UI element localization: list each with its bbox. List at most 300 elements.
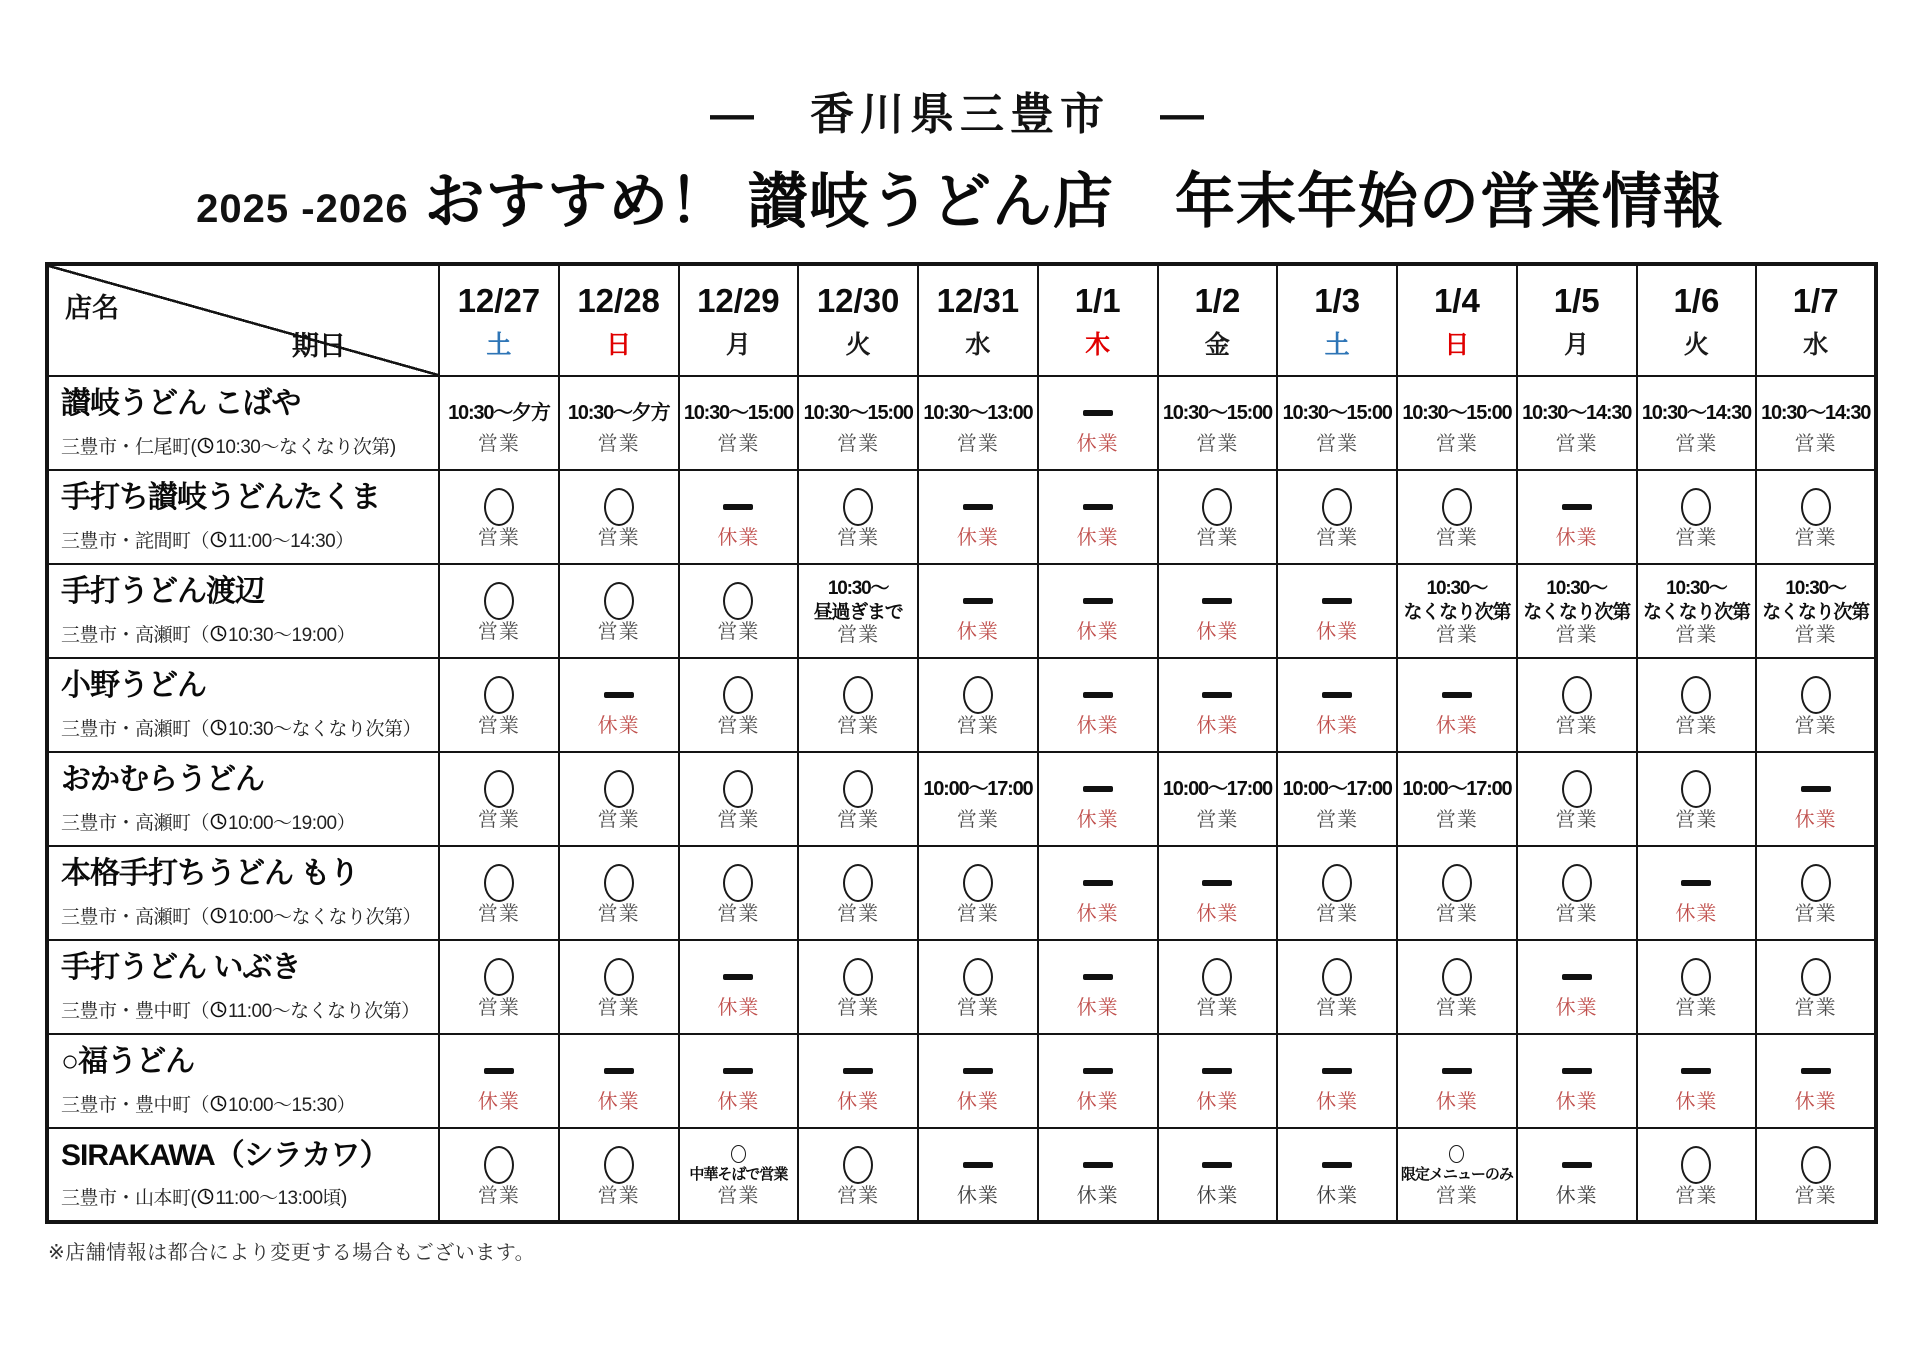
shop-location (61, 808, 430, 835)
table-row (47, 846, 1876, 940)
corner-cell (47, 264, 439, 376)
status-label: 営業 (597, 997, 640, 1019)
main-title: おすすめ！ 讃岐うどん店 年末年始の営業情報 (424, 168, 1724, 235)
open-circle-mark (963, 958, 993, 996)
schedule-cell (1397, 470, 1517, 564)
closed-dash-mark (1562, 504, 1592, 510)
open-circle-small-mark (1449, 1145, 1464, 1163)
status-label: 休業 (597, 715, 640, 737)
schedule-cell (1277, 470, 1397, 564)
status-label: 休業 (1316, 1091, 1359, 1113)
schedule-cell (1637, 940, 1757, 1034)
hours-text: 10:00〜17:00 (923, 777, 1033, 800)
shop-name-cell (47, 470, 439, 564)
column-header (798, 264, 918, 376)
schedule-cell (1397, 752, 1517, 846)
column-dow: 日 (606, 331, 632, 360)
status-label: 営業 (956, 903, 999, 925)
column-header (559, 264, 679, 376)
status-label: 営業 (1435, 1184, 1478, 1207)
shop-name: おかむらうどん (61, 763, 264, 797)
schedule-cell (1158, 470, 1278, 564)
schedule-cell (1756, 1128, 1876, 1222)
open-circle-mark (1442, 958, 1472, 996)
schedule-cell (798, 470, 918, 564)
status-label: 営業 (1675, 997, 1718, 1019)
cell-note: 中華そばで営業 (689, 1166, 788, 1184)
schedule-cell (1637, 470, 1757, 564)
shop-name-cell (47, 1128, 439, 1222)
hours-text: 10:30〜15:00 (1162, 401, 1272, 424)
shop-location-area: 三豊市・高瀬町（ (61, 718, 210, 740)
schedule-cell (1517, 752, 1637, 846)
hours-line-1: 10:30〜 (1666, 578, 1727, 600)
table-row (47, 564, 1876, 658)
column-header (679, 264, 799, 376)
status-label: 営業 (717, 1184, 760, 1207)
closed-dash-mark (1083, 1162, 1113, 1168)
status-label: 営業 (477, 809, 520, 831)
shop-name-cell (47, 564, 439, 658)
schedule-cell (439, 1128, 559, 1222)
cell-note: 限定メニューのみ (1400, 1166, 1513, 1184)
schedule-cell (439, 376, 559, 470)
shop-name: 手打うどん いぶき (61, 951, 301, 985)
column-date: 12/31 (936, 281, 1020, 319)
status-label: 営業 (1794, 997, 1837, 1019)
schedule-cell (679, 1034, 799, 1128)
closed-dash-mark (1202, 598, 1232, 604)
schedule-cell (1038, 846, 1158, 940)
schedule-cell (1158, 752, 1278, 846)
status-label: 休業 (1076, 809, 1119, 831)
schedule-cell (1277, 1128, 1397, 1222)
schedule-cell (918, 470, 1038, 564)
column-date: 1/6 (1673, 281, 1720, 319)
open-circle-mark (1442, 864, 1472, 902)
schedule-table (45, 262, 1878, 1224)
schedule-cell (1756, 846, 1876, 940)
status-label: 営業 (956, 433, 999, 455)
status-label: 営業 (717, 715, 760, 737)
hours-text (1523, 577, 1630, 625)
hours-text: 10:30〜15:00 (1402, 401, 1512, 424)
table-row (47, 752, 1876, 846)
column-date: 12/28 (577, 281, 660, 319)
status-label: 休業 (717, 527, 760, 549)
open-circle-mark (604, 958, 634, 996)
status-label: 休業 (1794, 1091, 1837, 1113)
schedule-cell (1517, 846, 1637, 940)
column-dow: 日 (1444, 331, 1470, 360)
status-label: 営業 (1555, 809, 1598, 831)
shop-name-cell (47, 752, 439, 846)
shop-name-cell (47, 940, 439, 1034)
open-circle-mark (963, 676, 993, 714)
open-circle-mark (484, 864, 514, 902)
column-header (439, 264, 559, 376)
status-label: 休業 (1555, 997, 1598, 1019)
hours-line-2: 昼過ぎまで (813, 602, 903, 623)
open-circle-mark (1801, 1146, 1831, 1184)
column-header (1397, 264, 1517, 376)
schedule-cell (1756, 564, 1876, 658)
schedule-cell (1397, 1128, 1517, 1222)
status-label: 営業 (837, 527, 880, 549)
open-circle-mark (843, 958, 873, 996)
status-label: 休業 (956, 621, 999, 643)
hours-line-2: なくなり次第 (1642, 602, 1750, 623)
hours-text (814, 577, 903, 625)
clock-icon (197, 437, 214, 454)
shop-location-hours: 10:00〜19:00） (228, 812, 356, 834)
hours-line-1: 10:30〜 (1426, 578, 1488, 600)
column-dow: 火 (845, 331, 871, 360)
open-circle-mark (1442, 488, 1472, 526)
schedule-cell (1637, 846, 1757, 940)
schedule-cell (1158, 1128, 1278, 1222)
status-label: 営業 (837, 1184, 880, 1207)
open-circle-mark (723, 770, 753, 808)
closed-dash-mark (1083, 504, 1113, 510)
status-label: 営業 (1555, 903, 1598, 925)
open-circle-mark (604, 488, 634, 526)
closed-dash-mark (1322, 1162, 1352, 1168)
schedule-cell (1756, 752, 1876, 846)
status-label: 営業 (477, 715, 520, 737)
schedule-cell (1038, 752, 1158, 846)
status-label: 営業 (1316, 433, 1359, 455)
open-circle-mark (843, 488, 873, 526)
open-circle-mark (1681, 958, 1711, 996)
column-date: 1/5 (1553, 281, 1600, 319)
open-circle-mark (843, 676, 873, 714)
status-label: 休業 (1435, 1091, 1478, 1113)
column-header (918, 264, 1038, 376)
status-label: 営業 (1675, 809, 1718, 831)
status-label: 営業 (1316, 997, 1359, 1019)
clock-icon (210, 625, 227, 642)
status-label: 休業 (956, 1184, 999, 1207)
status-label: 休業 (1196, 1184, 1239, 1207)
open-circle-mark (604, 770, 634, 808)
closed-dash-mark (1322, 598, 1352, 604)
status-label: 営業 (597, 527, 640, 549)
open-circle-mark (484, 958, 514, 996)
hours-line-2: なくなり次第 (1762, 602, 1870, 623)
shop-location-area: 三豊市・豊中町（ (61, 1094, 210, 1116)
status-label: 営業 (477, 621, 520, 643)
schedule-cell (1517, 1034, 1637, 1128)
column-date: 1/2 (1194, 281, 1241, 319)
status-label: 営業 (597, 1184, 640, 1207)
hours-text: 10:30〜15:00 (1282, 401, 1392, 424)
schedule-cell (679, 658, 799, 752)
hours-line-1: 10:30〜 (1546, 578, 1607, 600)
closed-dash-mark (963, 598, 993, 604)
status-label: 休業 (1076, 1184, 1119, 1207)
region-title: ― 香川県三豊市 ― (710, 90, 1210, 139)
status-label: 営業 (1675, 433, 1718, 455)
shop-location-area: 三豊市・仁尾町( (61, 436, 197, 458)
clock-icon (210, 813, 227, 830)
status-label: 営業 (1555, 433, 1598, 455)
hours-text: 10:30〜14:30 (1641, 401, 1751, 424)
closed-dash-mark (843, 1068, 873, 1074)
shop-location (61, 902, 430, 929)
column-date: 12/30 (816, 281, 900, 319)
status-label: 営業 (1675, 527, 1718, 549)
shop-location-hours: 10:30〜19:00） (228, 624, 356, 646)
schedule-cell (559, 1034, 679, 1128)
status-label: 営業 (1196, 527, 1239, 549)
closed-dash-mark (723, 1068, 753, 1074)
shop-name-cell (47, 1034, 439, 1128)
status-label: 休業 (1076, 527, 1119, 549)
open-circle-small-mark (731, 1145, 746, 1163)
status-label: 休業 (1794, 809, 1837, 831)
shop-location-hours: 10:30〜なくなり次第) (215, 436, 396, 458)
clock-icon (210, 531, 227, 548)
table-row (47, 376, 1876, 470)
shop-location-area: 三豊市・高瀬町（ (61, 812, 210, 834)
column-header (1756, 264, 1876, 376)
status-label: 営業 (1435, 433, 1478, 455)
status-label: 営業 (1675, 715, 1718, 737)
closed-dash-mark (1801, 1068, 1831, 1074)
hours-text: 10:30〜14:30 (1522, 401, 1632, 424)
column-header (1038, 264, 1158, 376)
schedule-cell (1637, 658, 1757, 752)
status-label: 休業 (1435, 715, 1478, 737)
shop-name: 小野うどん (61, 669, 206, 703)
status-label: 休業 (1076, 903, 1119, 925)
status-label: 営業 (1435, 903, 1478, 925)
schedule-cell (1038, 658, 1158, 752)
schedule-cell (1158, 1034, 1278, 1128)
status-label: 営業 (1316, 903, 1359, 925)
open-circle-mark (963, 864, 993, 902)
status-label: 休業 (597, 1091, 640, 1113)
open-circle-mark (843, 1146, 873, 1184)
closed-dash-mark (1801, 786, 1831, 792)
status-label: 営業 (1794, 527, 1837, 549)
closed-dash-mark (1442, 692, 1472, 698)
schedule-cell (1397, 658, 1517, 752)
closed-dash-mark (1442, 1068, 1472, 1074)
schedule-cell (1517, 1128, 1637, 1222)
closed-dash-mark (1681, 1068, 1711, 1074)
shop-location-area: 三豊市・詫間町（ (61, 530, 210, 552)
status-label: 休業 (1196, 1091, 1239, 1113)
column-dow: 月 (725, 331, 751, 360)
closed-dash-mark (1083, 410, 1113, 416)
table-row (47, 658, 1876, 752)
open-circle-mark (604, 1146, 634, 1184)
status-label: 営業 (837, 809, 880, 831)
schedule-cell (439, 752, 559, 846)
status-label: 休業 (1555, 1184, 1598, 1207)
closed-dash-mark (963, 1068, 993, 1074)
schedule-cell (679, 846, 799, 940)
status-label: 休業 (837, 1091, 880, 1113)
schedule-cell (1277, 564, 1397, 658)
hours-text: 10:00〜17:00 (1402, 777, 1512, 800)
status-label: 営業 (717, 809, 760, 831)
hours-line-1: 10:30〜 (1785, 578, 1846, 600)
hours-text: 10:30〜15:00 (803, 401, 913, 424)
schedule-cell (918, 376, 1038, 470)
schedule-cell (1038, 1128, 1158, 1222)
shop-name-cell (47, 846, 439, 940)
shop-location (61, 1183, 430, 1210)
closed-dash-mark (604, 692, 634, 698)
schedule-cell (679, 752, 799, 846)
status-label: 営業 (717, 433, 760, 455)
status-label: 営業 (1794, 1184, 1837, 1207)
shop-location (61, 526, 430, 553)
column-date: 1/1 (1074, 281, 1121, 319)
column-dow: 木 (1085, 331, 1111, 360)
closed-dash-mark (723, 504, 753, 510)
clock-icon (210, 719, 227, 736)
shop-name: 手打ち讃岐うどんたくま (61, 481, 380, 515)
status-label: 営業 (717, 621, 760, 643)
schedule-cell (918, 1128, 1038, 1222)
status-label: 休業 (477, 1091, 520, 1113)
clock-icon (210, 1095, 227, 1112)
status-label: 営業 (956, 715, 999, 737)
open-circle-mark (723, 864, 753, 902)
schedule-cell (559, 376, 679, 470)
status-label: 営業 (1196, 433, 1239, 455)
status-label: 営業 (1794, 715, 1837, 737)
shop-location-area: 三豊市・高瀬町（ (61, 624, 210, 646)
closed-dash-mark (1083, 692, 1113, 698)
open-circle-mark (1562, 676, 1592, 714)
column-header (1637, 264, 1757, 376)
schedule-cell (1158, 564, 1278, 658)
status-label: 営業 (1196, 809, 1239, 831)
column-date: 1/7 (1792, 281, 1839, 319)
shop-location (61, 620, 430, 647)
column-dow: 月 (1564, 331, 1590, 360)
header-row (47, 264, 1876, 376)
status-label: 営業 (837, 623, 880, 646)
schedule-cell (918, 1034, 1038, 1128)
corner-shop-label: 店名 (65, 293, 119, 323)
schedule-cell (1038, 1034, 1158, 1128)
status-label: 営業 (1555, 715, 1598, 737)
footnote: ※店舗情報は都合により変更する場合もございます。 (48, 1242, 536, 1264)
status-label: 営業 (477, 1184, 520, 1207)
schedule-cell (1397, 940, 1517, 1034)
status-label: 休業 (1196, 903, 1239, 925)
status-label: 休業 (1076, 433, 1119, 455)
column-header (1277, 264, 1397, 376)
schedule-cell (798, 752, 918, 846)
shop-location-hours: 11:00〜なくなり次第） (228, 1000, 420, 1022)
hours-text: 10:30〜夕方 (448, 401, 550, 424)
schedule-cell (1277, 752, 1397, 846)
closed-dash-mark (1681, 880, 1711, 886)
schedule-cell (559, 1128, 679, 1222)
schedule-cell (1517, 940, 1637, 1034)
schedule-cell (1397, 564, 1517, 658)
hours-text: 10:30〜13:00 (923, 401, 1033, 424)
shop-location-hours: 10:00〜15:30） (228, 1094, 356, 1116)
status-label: 休業 (1555, 527, 1598, 549)
hours-text: 10:30〜15:00 (683, 401, 793, 424)
schedule-cell (1517, 376, 1637, 470)
closed-dash-mark (1202, 1068, 1232, 1074)
status-label: 営業 (837, 715, 880, 737)
status-label: 休業 (1675, 903, 1718, 925)
closed-dash-mark (604, 1068, 634, 1074)
shop-location-area: 三豊市・山本町( (61, 1188, 197, 1210)
status-label: 営業 (597, 809, 640, 831)
schedule-cell (439, 846, 559, 940)
table-row (47, 940, 1876, 1034)
corner-date-label: 期日 (292, 331, 346, 361)
status-label: 休業 (956, 527, 999, 549)
open-circle-mark (1562, 770, 1592, 808)
status-label: 休業 (717, 1091, 760, 1113)
schedule-cell (559, 658, 679, 752)
closed-dash-mark (963, 504, 993, 510)
status-label: 営業 (1316, 527, 1359, 549)
status-label: 休業 (1196, 621, 1239, 643)
closed-dash-mark (1083, 786, 1113, 792)
status-label: 営業 (477, 527, 520, 549)
schedule-cell (559, 564, 679, 658)
closed-dash-mark (1562, 1162, 1592, 1168)
open-circle-mark (1562, 864, 1592, 902)
shop-location (61, 996, 430, 1023)
schedule-cell (1756, 470, 1876, 564)
shop-location-hours: 10:00〜なくなり次第） (228, 906, 422, 928)
schedule-cell (1397, 846, 1517, 940)
closed-dash-mark (1322, 1068, 1352, 1074)
status-label: 営業 (1316, 809, 1359, 831)
closed-dash-mark (1083, 598, 1113, 604)
schedule-cell (1637, 376, 1757, 470)
table-row (47, 1128, 1876, 1222)
status-label: 休業 (1555, 1091, 1598, 1113)
shop-name: 本格手打ちうどん もり (61, 857, 359, 891)
open-circle-mark (1322, 488, 1352, 526)
schedule-cell (798, 940, 918, 1034)
closed-dash-mark (1562, 974, 1592, 980)
schedule-cell (439, 658, 559, 752)
open-circle-mark (723, 676, 753, 714)
status-label: 休業 (1316, 715, 1359, 737)
schedule-cell (679, 1128, 799, 1222)
schedule-cell (1517, 658, 1637, 752)
schedule-cell (918, 846, 1038, 940)
schedule-cell (1637, 564, 1757, 658)
clock-icon (197, 1188, 214, 1205)
schedule-cell (679, 376, 799, 470)
open-circle-mark (1801, 676, 1831, 714)
shop-location-area: 三豊市・高瀬町（ (61, 906, 210, 928)
schedule-cell (1277, 658, 1397, 752)
title-line (0, 154, 1920, 240)
closed-dash-mark (1202, 692, 1232, 698)
status-label: 営業 (1794, 903, 1837, 925)
schedule-cell (1158, 940, 1278, 1034)
status-label: 休業 (1076, 621, 1119, 643)
